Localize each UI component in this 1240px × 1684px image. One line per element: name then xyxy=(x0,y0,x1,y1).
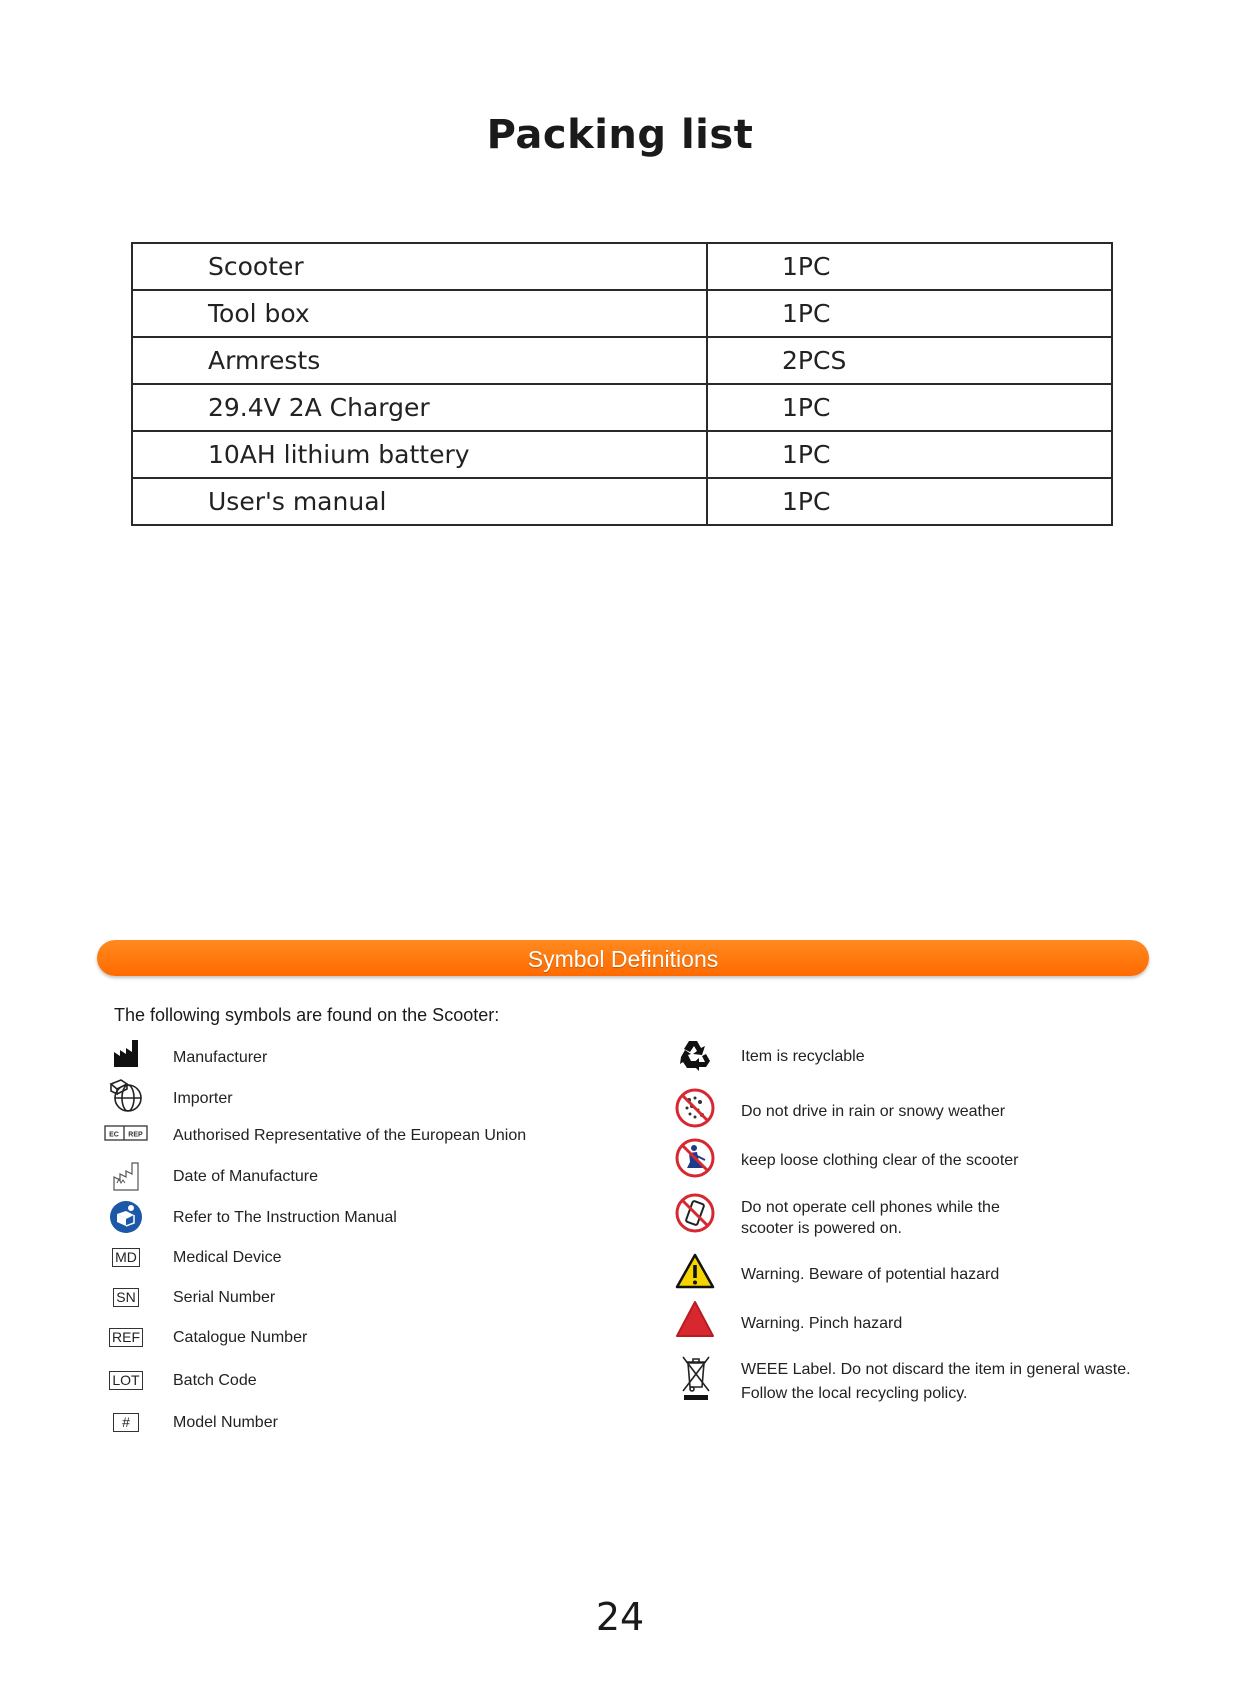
table-row xyxy=(132,337,1112,384)
item-qty: 1PC xyxy=(707,431,1112,478)
factory-icon xyxy=(110,1037,142,1069)
page-number: 24 xyxy=(595,1595,645,1639)
svg-text:EC: EC xyxy=(109,1131,119,1139)
table-row xyxy=(132,243,1112,290)
model-number-code: # xyxy=(113,1413,139,1432)
catalogue-number-label: Catalogue Number xyxy=(173,1329,308,1346)
importer-label: Importer xyxy=(173,1090,233,1107)
no-phone-label xyxy=(741,1197,1000,1239)
loose-clothing-icon xyxy=(675,1138,715,1178)
recyclable-label: Item is recyclable xyxy=(741,1048,865,1065)
item-qty: 1PC xyxy=(707,290,1112,337)
svg-text:REP: REP xyxy=(128,1131,143,1139)
symbols-intro: The following symbols are found on the Scooter: xyxy=(114,1005,500,1025)
packing-list-table xyxy=(131,242,1113,526)
model-number-icon xyxy=(108,1412,144,1432)
ref-icon xyxy=(104,1327,148,1347)
ec-rep-icon xyxy=(104,1124,148,1142)
instruction-manual-label: Refer to The Instruction Manual xyxy=(173,1209,397,1226)
item-name: Tool box xyxy=(132,290,707,337)
symbol-definitions-banner xyxy=(97,940,1149,976)
item-name: 10AH lithium battery xyxy=(132,431,707,478)
item-name: Scooter xyxy=(132,243,707,290)
item-name: Armrests xyxy=(132,337,707,384)
no-rain-label: Do not drive in rain or snowy weather xyxy=(741,1103,1006,1120)
weee-line-1: WEEE Label. Do not discard the item in general waste. xyxy=(741,1361,1131,1378)
lot-code: LOT xyxy=(109,1371,142,1390)
no-phone-icon xyxy=(675,1193,715,1233)
no-phone-line-1: Do not operate cell phones while the xyxy=(741,1199,1000,1216)
item-qty: 1PC xyxy=(707,243,1112,290)
sn-icon xyxy=(110,1287,142,1307)
item-qty: 1PC xyxy=(707,478,1112,525)
warning-label: Warning. Beware of potential hazard xyxy=(741,1266,1000,1283)
table-row xyxy=(132,478,1112,525)
date-of-manufacture-label: Date of Manufacture xyxy=(173,1168,318,1185)
medical-device-label: Medical Device xyxy=(173,1249,282,1266)
lot-icon xyxy=(104,1370,148,1390)
item-name: User's manual xyxy=(132,478,707,525)
loose-clothing-label: keep loose clothing clear of the scooter xyxy=(741,1152,1019,1169)
md-code: MD xyxy=(112,1248,140,1267)
warning-icon xyxy=(675,1253,715,1289)
no-phone-line-2: scooter is powered on. xyxy=(741,1220,902,1237)
banner-title: Symbol Definitions xyxy=(527,946,719,972)
table-row xyxy=(132,431,1112,478)
sn-code: SN xyxy=(113,1288,138,1307)
date-of-manufacture-icon xyxy=(110,1160,142,1192)
table-row xyxy=(132,384,1112,431)
importer-globe-icon xyxy=(108,1078,144,1114)
manufacturer-label: Manufacturer xyxy=(173,1049,268,1066)
weee-line-2: Follow the local recycling policy. xyxy=(741,1385,968,1402)
page-title: Packing list xyxy=(486,112,754,158)
model-number-label: Model Number xyxy=(173,1414,278,1431)
pinch-hazard-label: Warning. Pinch hazard xyxy=(741,1315,903,1332)
batch-code-label: Batch Code xyxy=(173,1372,257,1389)
item-name: 29.4V 2A Charger xyxy=(132,384,707,431)
instruction-manual-icon xyxy=(109,1200,143,1234)
weee-bin-icon xyxy=(679,1353,713,1401)
md-icon xyxy=(110,1247,142,1267)
table-row xyxy=(132,290,1112,337)
ref-code: REF xyxy=(109,1328,143,1347)
ec-rep-label: Authorised Representative of the European Union xyxy=(173,1127,527,1144)
item-qty: 2PCS xyxy=(707,337,1112,384)
no-rain-snow-icon xyxy=(675,1088,715,1128)
pinch-hazard-icon xyxy=(675,1300,715,1338)
item-qty: 1PC xyxy=(707,384,1112,431)
serial-number-label: Serial Number xyxy=(173,1289,276,1306)
weee-label xyxy=(741,1358,1131,1406)
recycle-icon xyxy=(676,1036,714,1074)
